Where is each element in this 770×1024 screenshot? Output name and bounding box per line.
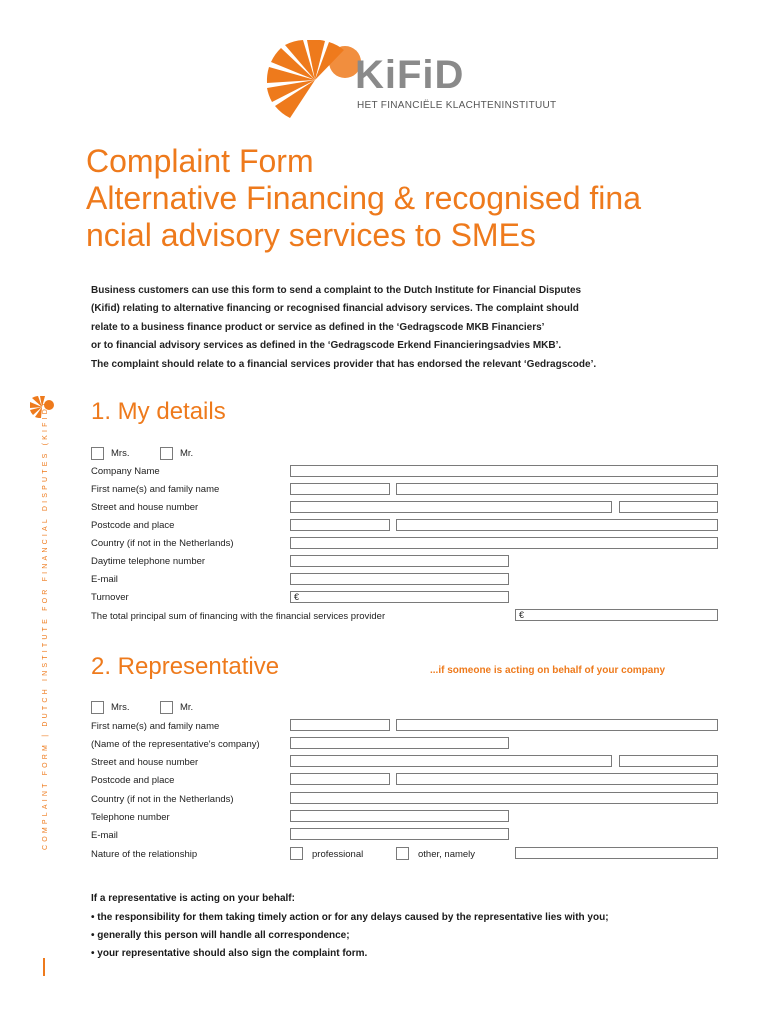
- logo-subtitle: HET FINANCIËLE KLACHTENINSTITUUT: [357, 100, 557, 111]
- rep-names-label: First name(s) and family name: [91, 721, 220, 732]
- email-label: E-mail: [91, 574, 118, 585]
- rep-postcode-field[interactable]: [290, 773, 390, 785]
- street-field[interactable]: [290, 501, 612, 513]
- family-name-field[interactable]: [396, 483, 718, 495]
- country-label: Country (if not in the Netherlands): [91, 538, 234, 549]
- company-name-label: Company Name: [91, 466, 160, 477]
- turnover-field[interactable]: [290, 591, 509, 603]
- page-number: 1: [48, 958, 49, 959]
- rep-company-label: (Name of the representative's company): [91, 739, 260, 750]
- mrs-label: Mrs.: [111, 448, 130, 459]
- rep-country-label: Country (if not in the Netherlands): [91, 794, 234, 805]
- professional-label: professional: [312, 849, 364, 860]
- country-field[interactable]: [290, 537, 718, 549]
- rep-mr-label: Mr.: [180, 702, 194, 713]
- note-bullet: • your representative should also sign the complaint form.: [91, 948, 368, 959]
- rep-mrs-label: Mrs.: [111, 702, 130, 713]
- street-label: Street and house number: [91, 502, 199, 513]
- rep-family-name-field[interactable]: [396, 719, 718, 731]
- professional-checkbox[interactable]: [290, 847, 303, 860]
- relationship-label: Nature of the relationship: [91, 849, 198, 860]
- other-namely-field[interactable]: [515, 847, 718, 859]
- side-vertical-label: COMPLAINT FORM | DUTCH INSTITUTE FOR FINANCIAL DISPUTES (KIFID): [42, 400, 49, 850]
- rep-mr-checkbox[interactable]: [160, 701, 173, 714]
- page-number-bar: [43, 958, 45, 976]
- phone-field[interactable]: [290, 555, 509, 567]
- turnover-label: Turnover: [91, 592, 129, 603]
- mrs-checkbox[interactable]: [91, 447, 104, 460]
- postcode-field[interactable]: [290, 519, 390, 531]
- rep-email-field[interactable]: [290, 828, 509, 840]
- currency-symbol: €: [519, 610, 525, 620]
- section-1-title: 1. My details: [91, 398, 226, 425]
- title-line-3: ncial advisory services to SMEs: [86, 217, 536, 253]
- rep-street-field[interactable]: [290, 755, 612, 767]
- principal-label: The total principal sum of financing with the financial services provider: [91, 611, 386, 622]
- mr-label: Mr.: [180, 448, 194, 459]
- intro-paragraph: [91, 282, 741, 374]
- intro-line: (Kifid) relating to alternative financing or recognised financial advisory services. The complaint should: [91, 303, 579, 315]
- other-label: other, namely: [418, 849, 476, 860]
- rep-phone-field[interactable]: [290, 810, 509, 822]
- intro-line: The complaint should relate to a financial services provider that has endorsed the relevant ‘Gedragscode’.: [91, 358, 597, 370]
- rep-place-field[interactable]: [396, 773, 718, 785]
- house-number-field[interactable]: [619, 501, 718, 513]
- currency-symbol: €: [294, 592, 300, 602]
- mr-checkbox[interactable]: [160, 447, 173, 460]
- postcode-label: Postcode and place: [91, 520, 175, 531]
- company-name-field[interactable]: [290, 465, 718, 477]
- principal-field[interactable]: [515, 609, 718, 621]
- section-2-title: 2. Representative: [91, 653, 280, 680]
- rep-phone-label: Telephone number: [91, 812, 170, 823]
- phone-label: Daytime telephone number: [91, 556, 206, 567]
- first-name-field[interactable]: [290, 483, 390, 495]
- representative-note: ...if someone is acting on behalf of your company: [430, 665, 666, 676]
- rep-postcode-label: Postcode and place: [91, 775, 175, 786]
- notes-heading: If a representative is acting on your behalf:: [91, 893, 295, 904]
- names-label: First name(s) and family name: [91, 484, 220, 495]
- email-field[interactable]: [290, 573, 509, 585]
- rep-house-number-field[interactable]: [619, 755, 718, 767]
- rep-mrs-checkbox[interactable]: [91, 701, 104, 714]
- note-bullet: • generally this person will handle all correspondence;: [91, 930, 350, 941]
- intro-line: relate to a business finance product or service as defined in the ‘Gedragscode MKB Financiers’: [91, 321, 545, 333]
- title-line-2: Alternative Financing & recognised fina: [86, 180, 641, 216]
- rep-first-name-field[interactable]: [290, 719, 390, 731]
- intro-line: Business customers can use this form to send a complaint to the Dutch Institute for Financial Disputes: [91, 285, 582, 296]
- page-title: [86, 143, 746, 254]
- title-line-1: Complaint Form: [86, 143, 314, 179]
- place-field[interactable]: [396, 519, 718, 531]
- rep-street-label: Street and house number: [91, 757, 199, 768]
- note-bullet: • the responsibility for them taking timely action or for any delays caused by the representative lies with you;: [91, 912, 609, 923]
- rep-email-label: E-mail: [91, 830, 118, 841]
- other-checkbox[interactable]: [396, 847, 409, 860]
- intro-line: or to financial advisory services as defined in the ‘Gedragscode Erkend Financieringsadvies MKB’.: [91, 340, 562, 352]
- logo-wordmark: KiFiD: [355, 53, 465, 97]
- rep-company-field[interactable]: [290, 737, 509, 749]
- rep-country-field[interactable]: [290, 792, 718, 804]
